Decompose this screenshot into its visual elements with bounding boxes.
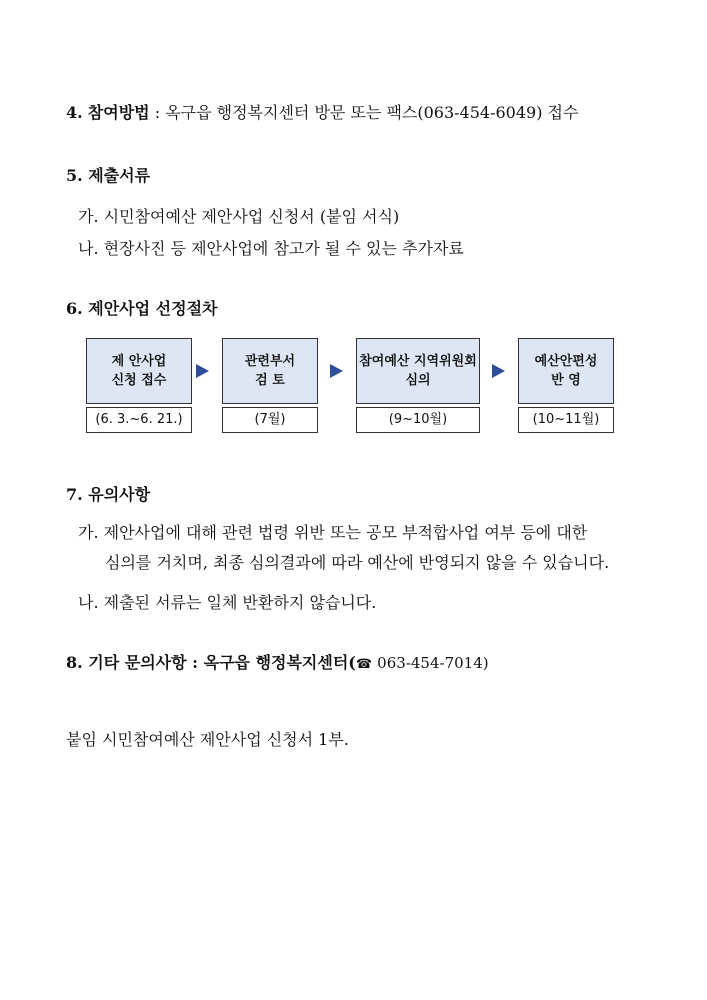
step-4-line1: 예산안편성 [534, 354, 598, 369]
section-5-item-1: 가. 시민참여예산 제안사업 신청서 (붙임 서식) [78, 207, 400, 226]
section-8-title: 8. 기타 문의사항 : 옥구읍 행정복지센터( [66, 653, 356, 672]
step-2-line2: 검 토 [255, 373, 285, 388]
step-4-line2: 반 영 [551, 373, 581, 388]
step-4-box [518, 338, 614, 404]
step-2-period: (7월) [222, 407, 318, 433]
arrow-right-icon [196, 364, 209, 378]
step-2-box [222, 338, 318, 404]
step-1-line2: 신청 접수 [111, 373, 167, 388]
section-4-num: 4. [66, 103, 83, 122]
section-4-colon: : [149, 103, 166, 122]
step-4-period: (10~11월) [518, 407, 614, 433]
phone-icon: ☎ [355, 657, 373, 672]
step-3-period: (9~10월) [356, 407, 480, 433]
section-8 [66, 650, 489, 673]
step-3-box [356, 338, 480, 404]
step-1-line1: 제 안사업 [111, 354, 167, 369]
section-7-item-1-line2: 심의를 거치며, 최종 심의결과에 따라 예산에 반영되지 않을 수 있습니다. [105, 553, 610, 572]
arrow-right-icon [330, 364, 343, 378]
section-7-item-2: 나. 제출된 서류는 일체 반환하지 않습니다. [78, 593, 377, 612]
step-2-line1: 관련부서 [244, 354, 296, 369]
step-3-line2: 심의 [405, 373, 431, 388]
attachment-note: 붙임 시민참여예산 제안사업 신청서 1부. [66, 730, 349, 749]
section-4-text: 옥구읍 행정복지센터 방문 또는 팩스(063-454-6049) 접수 [165, 103, 579, 122]
step-3-line1: 참여예산 지역위원회 [359, 354, 477, 369]
section-5-item-2: 나. 현장사진 등 제안사업에 참고가 될 수 있는 추가자료 [78, 239, 464, 258]
section-8-phone: 063-454-7014) [377, 654, 489, 672]
section-4 [66, 100, 578, 123]
section-4-title: 참여방법 [87, 103, 150, 122]
section-6-title: 6. 제안사업 선정절차 [66, 299, 218, 318]
section-7-item-1-line1: 가. 제안사업에 대해 관련 법령 위반 또는 공모 부적합사업 여부 등에 대한 [78, 523, 588, 542]
section-7-title: 7. 유의사항 [66, 485, 151, 504]
step-1-box [86, 338, 192, 404]
step-1-period: (6. 3.~6. 21.) [86, 407, 192, 433]
arrow-right-icon [492, 364, 505, 378]
section-5-title: 5. 제출서류 [66, 166, 151, 185]
